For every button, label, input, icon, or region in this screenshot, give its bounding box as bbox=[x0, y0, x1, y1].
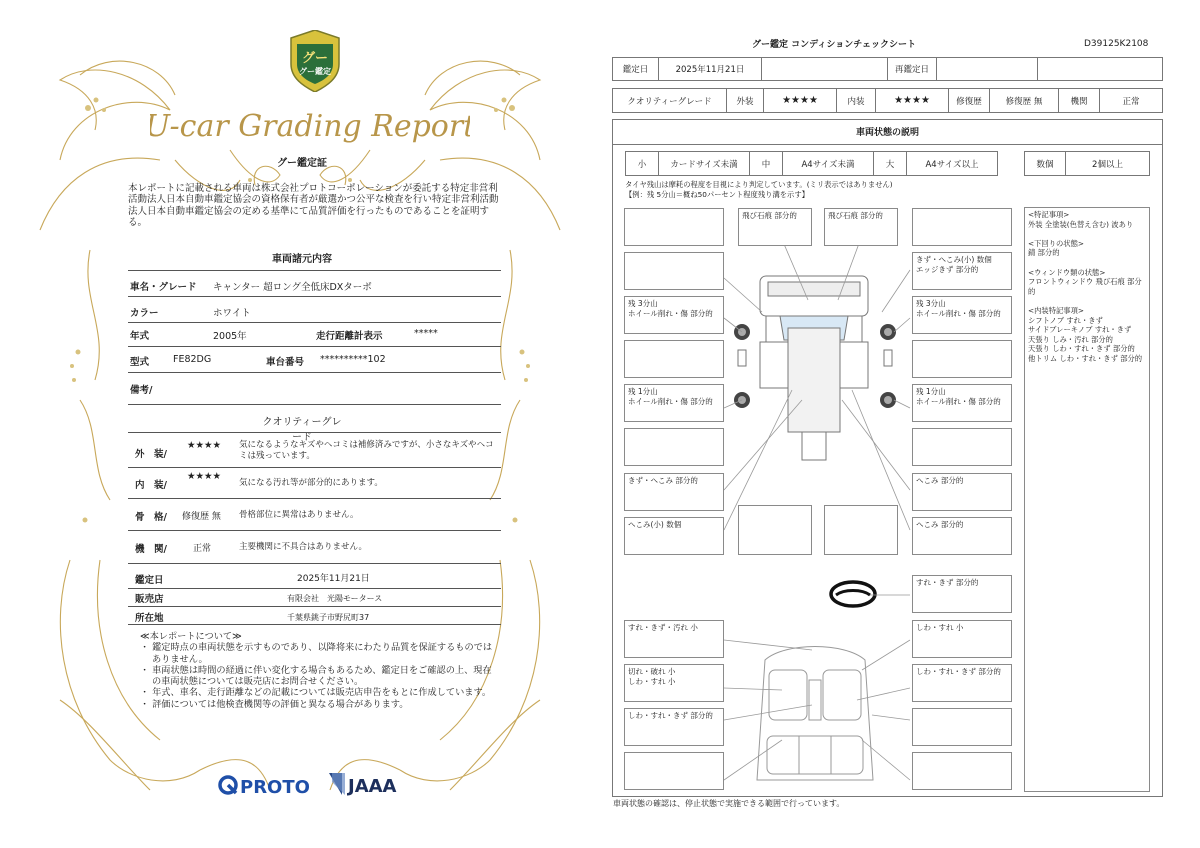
sheet-id: D39125K2108 bbox=[1084, 39, 1149, 49]
interior-stars: ★★★★ bbox=[187, 471, 222, 482]
interior-label: 内装 bbox=[836, 88, 876, 113]
date-label: 鑑定日 bbox=[612, 57, 659, 81]
ext-box bbox=[912, 208, 1012, 246]
tire-note-1: タイヤ残山は摩耗の程度を目視により判定しています。(ミリ表示ではありません) bbox=[625, 180, 893, 189]
divider bbox=[128, 372, 501, 373]
ext-box bbox=[912, 340, 1012, 378]
color-label: カラー bbox=[130, 308, 159, 319]
model-value: FE82DG bbox=[173, 354, 212, 365]
size-small-desc: カードサイズ未満 bbox=[658, 151, 750, 176]
dealer-label: 販売店 bbox=[135, 594, 164, 605]
left-front-tire-note: 残 3分山 ホイール削れ・傷 部分的 bbox=[624, 296, 724, 334]
front-right-chip-note: 飛び石痕 部分的 bbox=[824, 208, 898, 246]
interior-front-right-note: しわ・すれ 小 bbox=[912, 620, 1012, 658]
engine-label: 機 関/ bbox=[135, 544, 167, 555]
reappraisal-label: 再鑑定日 bbox=[887, 57, 937, 81]
report-title-text: U-car Grading Report bbox=[150, 109, 470, 144]
remarks-label: 備考/ bbox=[130, 385, 153, 396]
engine-label: 機関 bbox=[1058, 88, 1100, 113]
size-medium: 中 bbox=[749, 151, 783, 176]
dealer-name: 有限会社 光陽モータース bbox=[287, 594, 383, 603]
count-value: 2個以上 bbox=[1065, 151, 1150, 176]
interior-desc: 気になる汚れ等が部分的にあります。 bbox=[239, 478, 383, 488]
interior-mid-left-note: 切れ・破れ 小 しわ・すれ 小 bbox=[624, 664, 724, 702]
condition-title: 車両状態の説明 bbox=[612, 119, 1163, 145]
int-box bbox=[624, 752, 724, 790]
notes-panel-text: <特記事項> 外装 全塗装(色替え含む) 波あり <下回りの状態> 錆 部分的 <ウィンドウ類の状態> フロントウィンドウ 飛び石痕 部分的 <内装特記事項> シフトノブ すれ・きず サイドブレーキノブ すれ・きず 天張り しみ・汚れ 部分的 天張り しわ・すれ・きず 部分的 他トリム しわ・すれ・きず 部分的 bbox=[1028, 210, 1143, 363]
ext-box bbox=[624, 428, 724, 466]
mileage-value: ***** bbox=[414, 328, 438, 339]
appraisal-date: 2025年11月21日 bbox=[297, 574, 370, 584]
divider bbox=[128, 530, 501, 531]
size-large-desc: A4サイズ以上 bbox=[906, 151, 998, 176]
divider bbox=[128, 296, 501, 297]
grade-label: クオリティーグレード bbox=[612, 88, 727, 113]
proto-logo bbox=[218, 772, 318, 798]
exterior-label: 外装 bbox=[726, 88, 764, 113]
count-label: 数個 bbox=[1024, 151, 1066, 176]
chassis-label: 車台番号 bbox=[266, 357, 305, 368]
report-notes bbox=[140, 631, 500, 710]
address-label: 所在地 bbox=[135, 613, 164, 624]
report-title bbox=[150, 102, 470, 148]
int-box bbox=[912, 708, 1012, 746]
size-large: 大 bbox=[873, 151, 907, 176]
intro-text: 本レポートに記載される車両は株式会社プロトコーポレーションが委託する特定非営利活動法人日本自動車鑑定協会の資格保有者が厳選かつ公平な検査を行い特定非営利活動法人日本自動車鑑定協会の定める基準にて品質評価を行ったものであることを証明する。 bbox=[128, 183, 499, 228]
name-label: 車名・グレード bbox=[130, 282, 197, 293]
year-label: 年式 bbox=[130, 331, 150, 342]
jaaa-logo-text: JAAA bbox=[348, 776, 397, 797]
right-upper-note: きず・へこみ(小) 数個 エッジきず 部分的 bbox=[912, 252, 1012, 290]
divider bbox=[128, 404, 501, 405]
mileage-label: 走行距離計表示 bbox=[316, 331, 383, 342]
interior-front-left-note: すれ・きず・汚れ 小 bbox=[624, 620, 724, 658]
exterior-label: 外 装/ bbox=[135, 449, 167, 460]
tire-note-2: 【例：残 5分山＝概ね50パーセント程度残り溝を示す】 bbox=[625, 190, 809, 199]
color-value: ホワイト bbox=[213, 308, 251, 319]
right-rear-tire-note: 残 1分山 ホイール削れ・傷 部分的 bbox=[912, 384, 1012, 422]
divider bbox=[128, 606, 501, 607]
goo-kantei-logo bbox=[287, 30, 343, 92]
size-small: 小 bbox=[625, 151, 659, 176]
year-value: 2005年 bbox=[213, 331, 247, 342]
cert-title: グー鑑定証 bbox=[277, 158, 327, 169]
ext-box bbox=[738, 505, 812, 555]
size-medium-desc: A4サイズ未満 bbox=[782, 151, 874, 176]
ext-box bbox=[624, 340, 724, 378]
divider bbox=[128, 270, 501, 271]
chassis-value: **********102 bbox=[320, 354, 386, 365]
reappraisal-value bbox=[936, 57, 1038, 81]
ext-box bbox=[824, 505, 898, 555]
front-left-chip-note: 飛び石痕 部分的 bbox=[738, 208, 812, 246]
frame-value: 修復歴 無 bbox=[182, 512, 221, 522]
exterior-stars: ★★★★ bbox=[763, 88, 837, 113]
notes-panel bbox=[1024, 207, 1150, 792]
blank-cell bbox=[761, 57, 888, 81]
exterior-stars: ★★★★ bbox=[187, 440, 222, 451]
frame-desc: 骨格部位に異常はありません。 bbox=[239, 510, 359, 520]
repair-label: 修復歴 bbox=[948, 88, 990, 113]
note-item: ・ 鑑定時点の車両状態を示すものであり、以降将来にわたり品質を保証するものではありません。 bbox=[140, 642, 493, 665]
right-dent-note: へこみ 部分的 bbox=[912, 473, 1012, 511]
date-value: 2025年11月21日 bbox=[658, 57, 762, 81]
blank-cell bbox=[1037, 57, 1163, 81]
engine-value: 正常 bbox=[1099, 88, 1163, 113]
quality-title: クオリティーグレード bbox=[262, 417, 342, 443]
divider bbox=[128, 467, 501, 468]
name-value: キャンター 超ロング全低床DXターボ bbox=[213, 282, 372, 293]
left-rear-tire-note: 残 1分山 ホイール削れ・傷 部分的 bbox=[624, 384, 724, 422]
interior-mid-right-note: しわ・すれ・きず 部分的 bbox=[912, 664, 1012, 702]
left-small-dent-note: へこみ(小) 数個 bbox=[624, 517, 724, 555]
address: 千葉県銚子市野尻町37 bbox=[287, 613, 370, 622]
jaaa-logo bbox=[326, 770, 406, 798]
exterior-desc: 気になるようなキズやヘコミは補修済みですが、小さなキズやヘコミは残っています。 bbox=[239, 440, 494, 461]
interior-stars: ★★★★ bbox=[875, 88, 949, 113]
specs-title: 車両諸元内容 bbox=[272, 254, 332, 265]
divider bbox=[128, 588, 501, 589]
note-item: ・ 車両状態は時間の経過に伴い変化する場合もあるため、鑑定日をご確認の上、現在の車両状態については販売店にお問合せください。 bbox=[140, 664, 492, 688]
divider bbox=[128, 624, 501, 625]
ext-box bbox=[624, 208, 724, 246]
sheet-title: グー鑑定 コンディションチェックシート bbox=[752, 40, 916, 50]
engine-desc: 主要機関に不具合はありません。 bbox=[239, 542, 368, 552]
notes-title: ≪本レポートについて≫ bbox=[140, 631, 242, 642]
ext-box bbox=[624, 252, 724, 290]
divider bbox=[128, 322, 501, 323]
ext-box bbox=[912, 428, 1012, 466]
engine-value: 正常 bbox=[193, 544, 212, 554]
int-box bbox=[912, 752, 1012, 790]
proto-logo-text: PROTO bbox=[240, 777, 310, 798]
note-item: ・ 評価については他検査機関等の評価と異なる場合があります。 bbox=[140, 698, 409, 710]
model-label: 型式 bbox=[130, 357, 150, 368]
divider bbox=[128, 346, 501, 347]
right-dent-note-2: へこみ 部分的 bbox=[912, 517, 1012, 555]
appraisal-date-label: 鑑定日 bbox=[135, 575, 164, 586]
frame-label: 骨 格/ bbox=[135, 512, 167, 523]
steering-note: すれ・きず 部分的 bbox=[912, 575, 1012, 613]
divider bbox=[128, 432, 501, 433]
interior-label: 内 装/ bbox=[135, 480, 167, 491]
note-item: ・ 年式、車名、走行距離などの記載については販売店申告をもとに作成しています。 bbox=[140, 687, 492, 699]
svg-text:グー: グー bbox=[301, 51, 329, 66]
left-dent-note: きず・へこみ 部分的 bbox=[624, 473, 724, 511]
right-front-tire-note: 残 3分山 ホイール削れ・傷 部分的 bbox=[912, 296, 1012, 334]
condition-check-sheet bbox=[600, 0, 1200, 848]
divider bbox=[128, 498, 501, 499]
repair-value: 修復歴 無 bbox=[989, 88, 1059, 113]
footer-note: 車両状態の確認は、停止状態で実施できる範囲で行っています。 bbox=[613, 799, 845, 808]
logo-text: グー鑑定 bbox=[299, 67, 331, 76]
divider bbox=[128, 563, 501, 564]
interior-low-left-note: しわ・すれ・きず 部分的 bbox=[624, 708, 724, 746]
